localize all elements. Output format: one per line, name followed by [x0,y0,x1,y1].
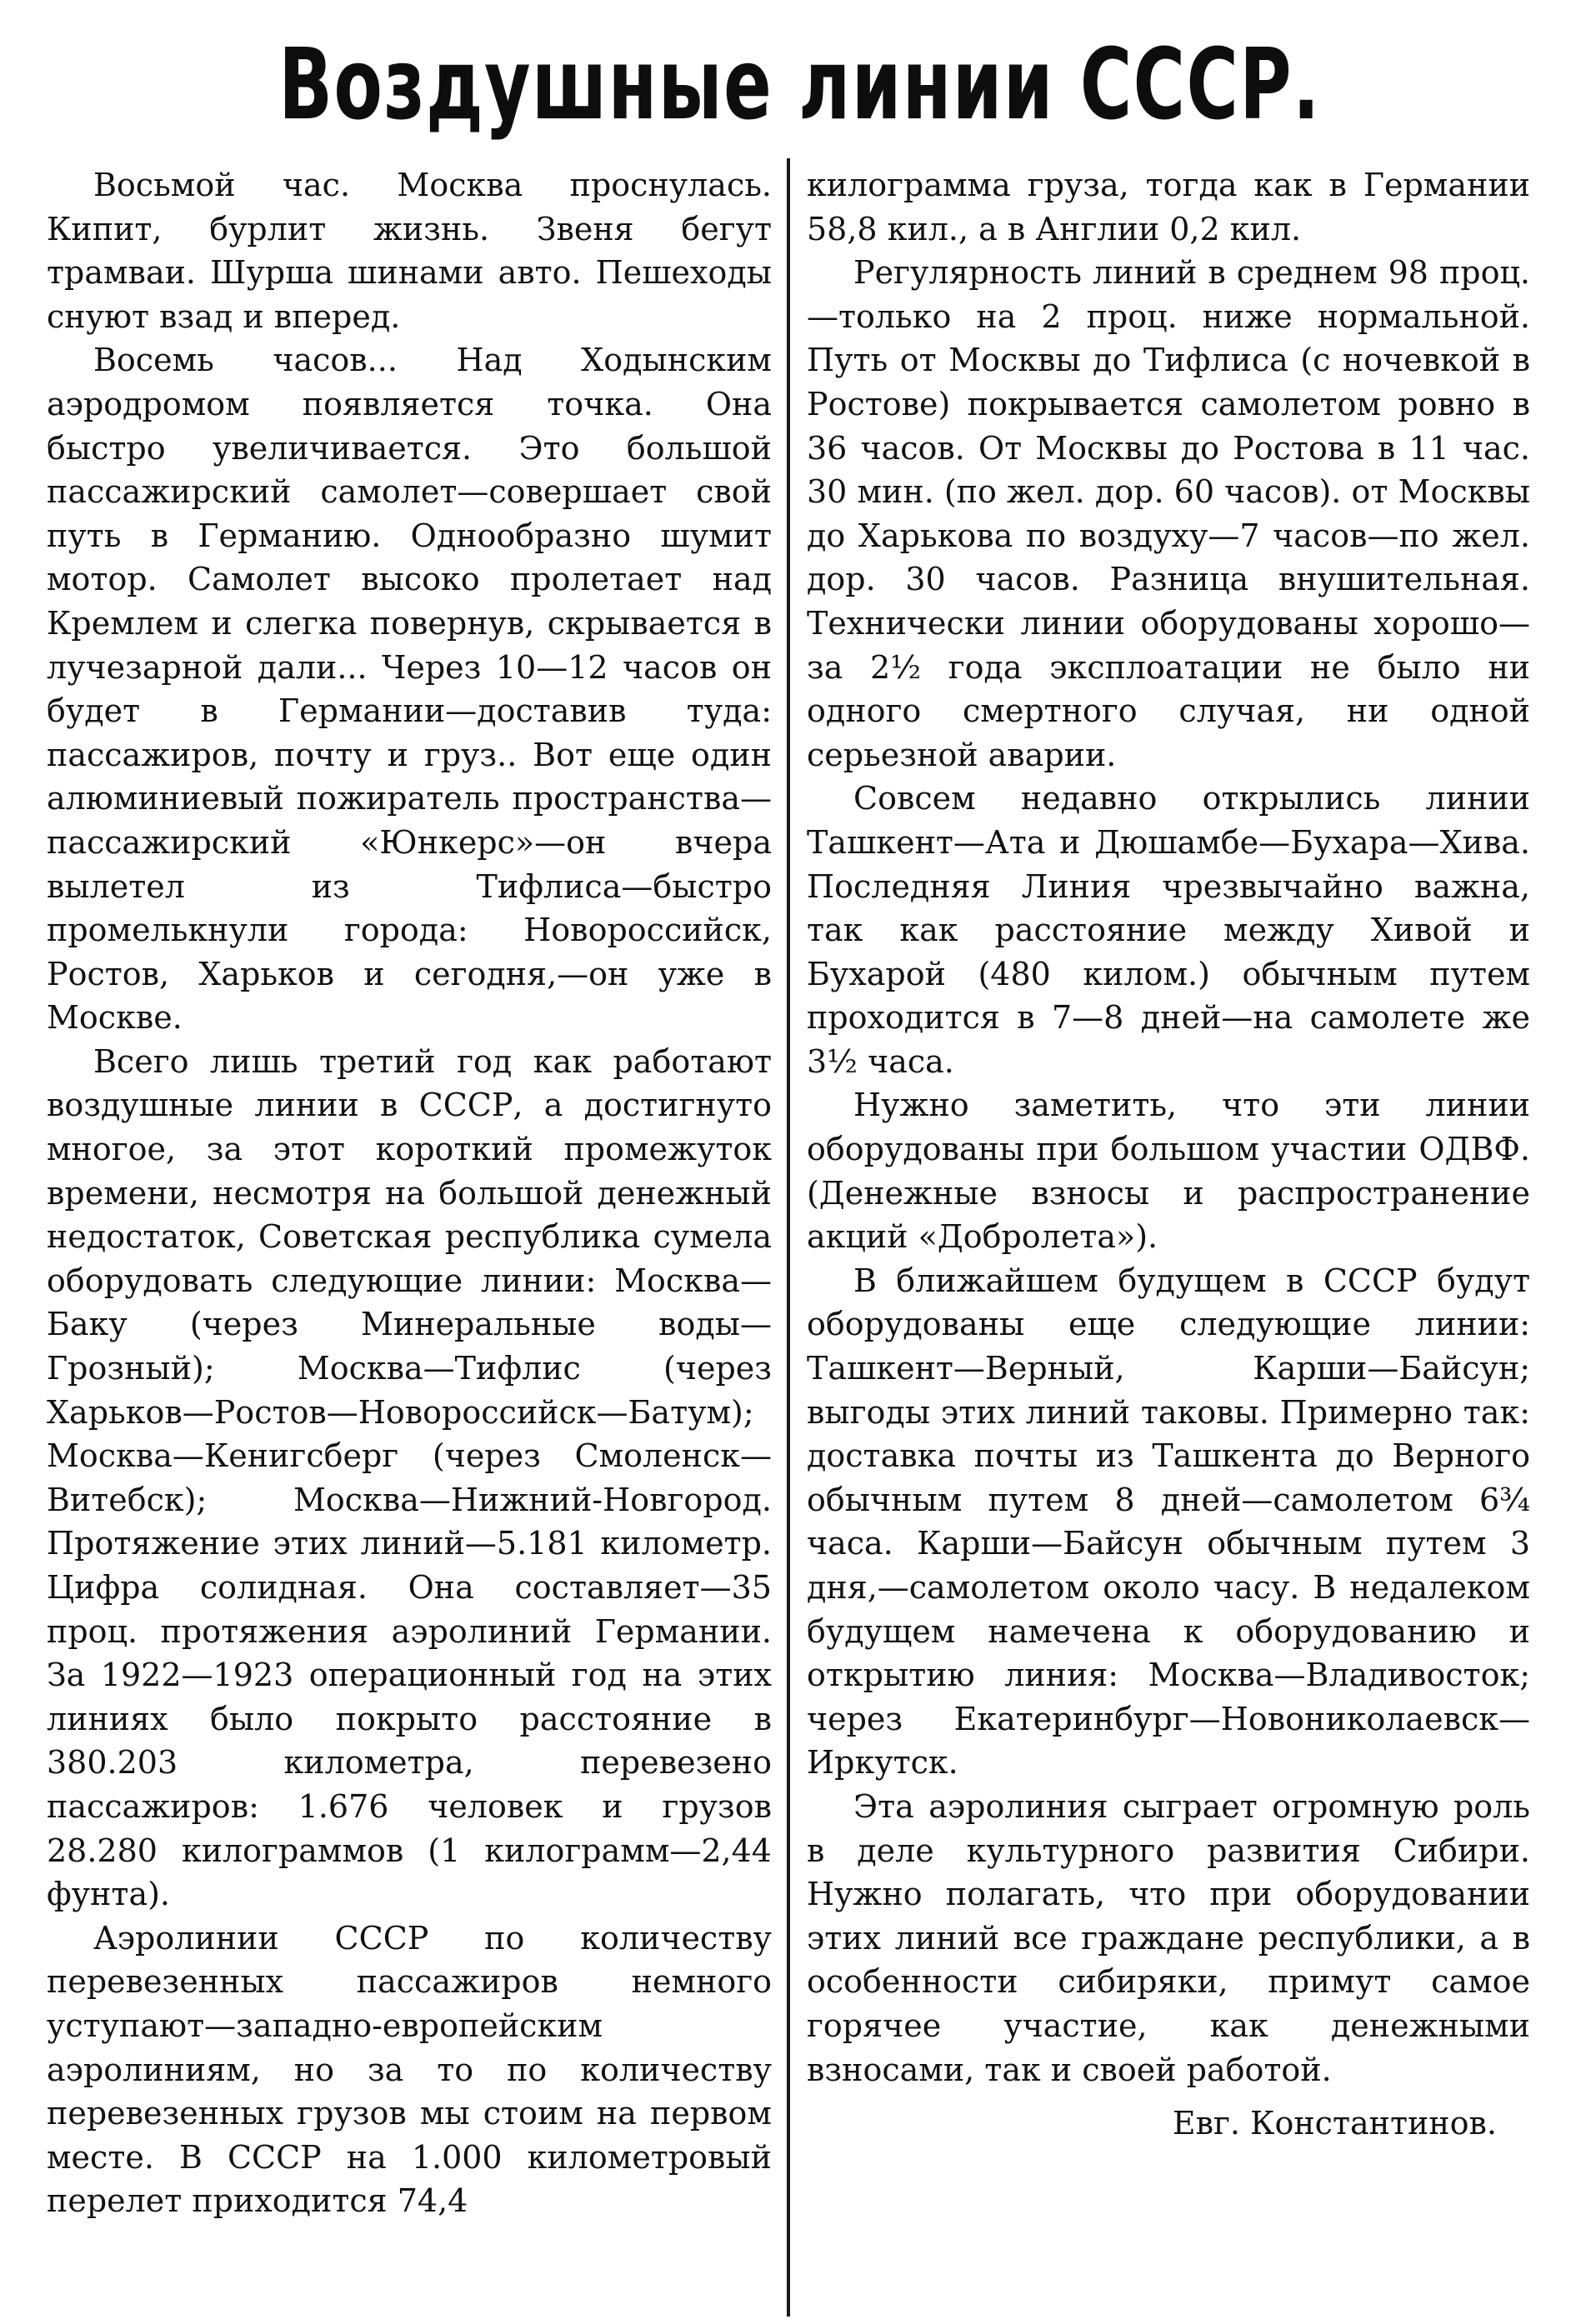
article-body [47,163,1553,2317]
article-paragraph: Нужно заметить, что эти линии оборудованы при большом участии ОДВФ. (Денежные взносы и распространение акций «Добролета»). [807,1087,1530,1256]
right-column [790,163,1530,2317]
article-paragraph: Всего лишь третий год как работают воздушные линии в СССР, а достигнуто многое, за этот короткий промежуток времени, несмотря на большой денежный недостаток, Советская республика сумела оборудовать следующие линии: Москва—Баку (через Минеральные воды—Грозный); Москва—Тифлис (через Харьков—Ростов—Новороссийск—Батум); Москва—Кенигсберг (через Смоленск—Витебск); Москва—Нижний-Новгород. Протяжение этих линий—5.181 километр. Цифра солидная. Она составляет—35 проц. протяжения аэролиний Германии. За 1922—1923 операционный год на этих линиях было покрыто расстояние в 380.203 километра, перевезено пассажиров: 1.676 человек и грузов 28.280 килограммов (1 килограмм—2,44 фунта). [47,1042,772,1913]
article-paragraph-continued: килограмма груза, тогда как в Германии 58,8 кил., а в Англии 0,2 кил. [807,167,1530,247]
article-paragraph: Аэролинии СССР по количеству перевезенных пассажиров немного уступают—западно-европейским аэролиниям, но за то по количеству перевезенных грузов мы стоим на первом месте. В СССР на 1.000 километровый перелет приходится 74,4 [47,1919,772,2220]
author-signature: Евг. Константинов. [1172,2105,1497,2142]
article-paragraph: Совсем недавно открылись линии Ташкент—Ата и Дюшамбе—Бухара—Хива. Последняя Линия чрезвычайно важна, так как расстояние между Хивой и Бухарой (480 килом.) обычным путем проходится в 7—8 дней—на самолете же 3½ часа. [807,780,1530,1080]
article-paragraph: Восемь часов... Над Ходынским аэродромом появляется точка. Она быстро увеличивается. Это большой пассажирский самолет—совершает свой путь в Германию. Однообразно шумит мотор. Самолет высоко пролетает над Кремлем и слегка повернув, скрывается в лучезарной дали... Через 10—12 часов он будет в Германии—доставив туда: пассажиров, почту и груз.. Вот еще один алюминиевый пожиратель пространства—пассажирский «Юнкерс»—он вчера вылетел из Тифлиса—быстро промелькнули города: Новороссийск, Ростов, Харьков и сегодня,—он уже в Москве. [47,342,772,1037]
article-headline: Воздушные линии СССР. [278,27,1321,142]
article-paragraph: Восьмой час. Москва проснулась. Кипит, бурлит жизнь. Звеня бегут трамваи. Шурша шинами авто. Пешеходы снуют взад и вперед. [47,167,772,335]
article-paragraph: В ближайшем будущем в СССР будут оборудованы еще следующие линии: Ташкент—Верный, Карши—Байсун; выгоды этих линий таковы. Примерно так: доставка почты из Ташкента до Верного обычным путем 8 дней—самолетом 6¾ часа. Карши—Байсун обычным путем 3 дня,—самолетом около часу. В недалеком будущем намечена к оборудованию и открытию линия: Москва—Владивосток; через Екатеринбург—Новониколаевск—Иркутск. [807,1262,1530,1782]
article-paragraph: Эта аэролиния сыграет огромную роль в деле культурного развития Сибири. Нужно полагать, что при оборудовании этих линий все граждане республики, а в особенности сибиряки, примут самое горячее участие, как денежными взносами, так и своей работой. [807,1787,1530,2088]
article-paragraph: Регулярность линий в среднем 98 проц.—только на 2 проц. ниже нормальной. Путь от Москвы до Тифлиса (с ночевкой в Ростове) покрывается самолетом ровно в 36 часов. От Москвы до Ростова в 11 час. 30 мин. (по жел. дор. 60 часов). от Москвы до Харькова по воздуху—7 часов—по жел. дор. 30 часов. Разница внушительная. Технически линии оборудованы хорошо—за 2½ года эксплоатации не было ни одного смертного случая, ни одной серьезной аварии. [807,254,1530,773]
left-column [47,163,787,2317]
